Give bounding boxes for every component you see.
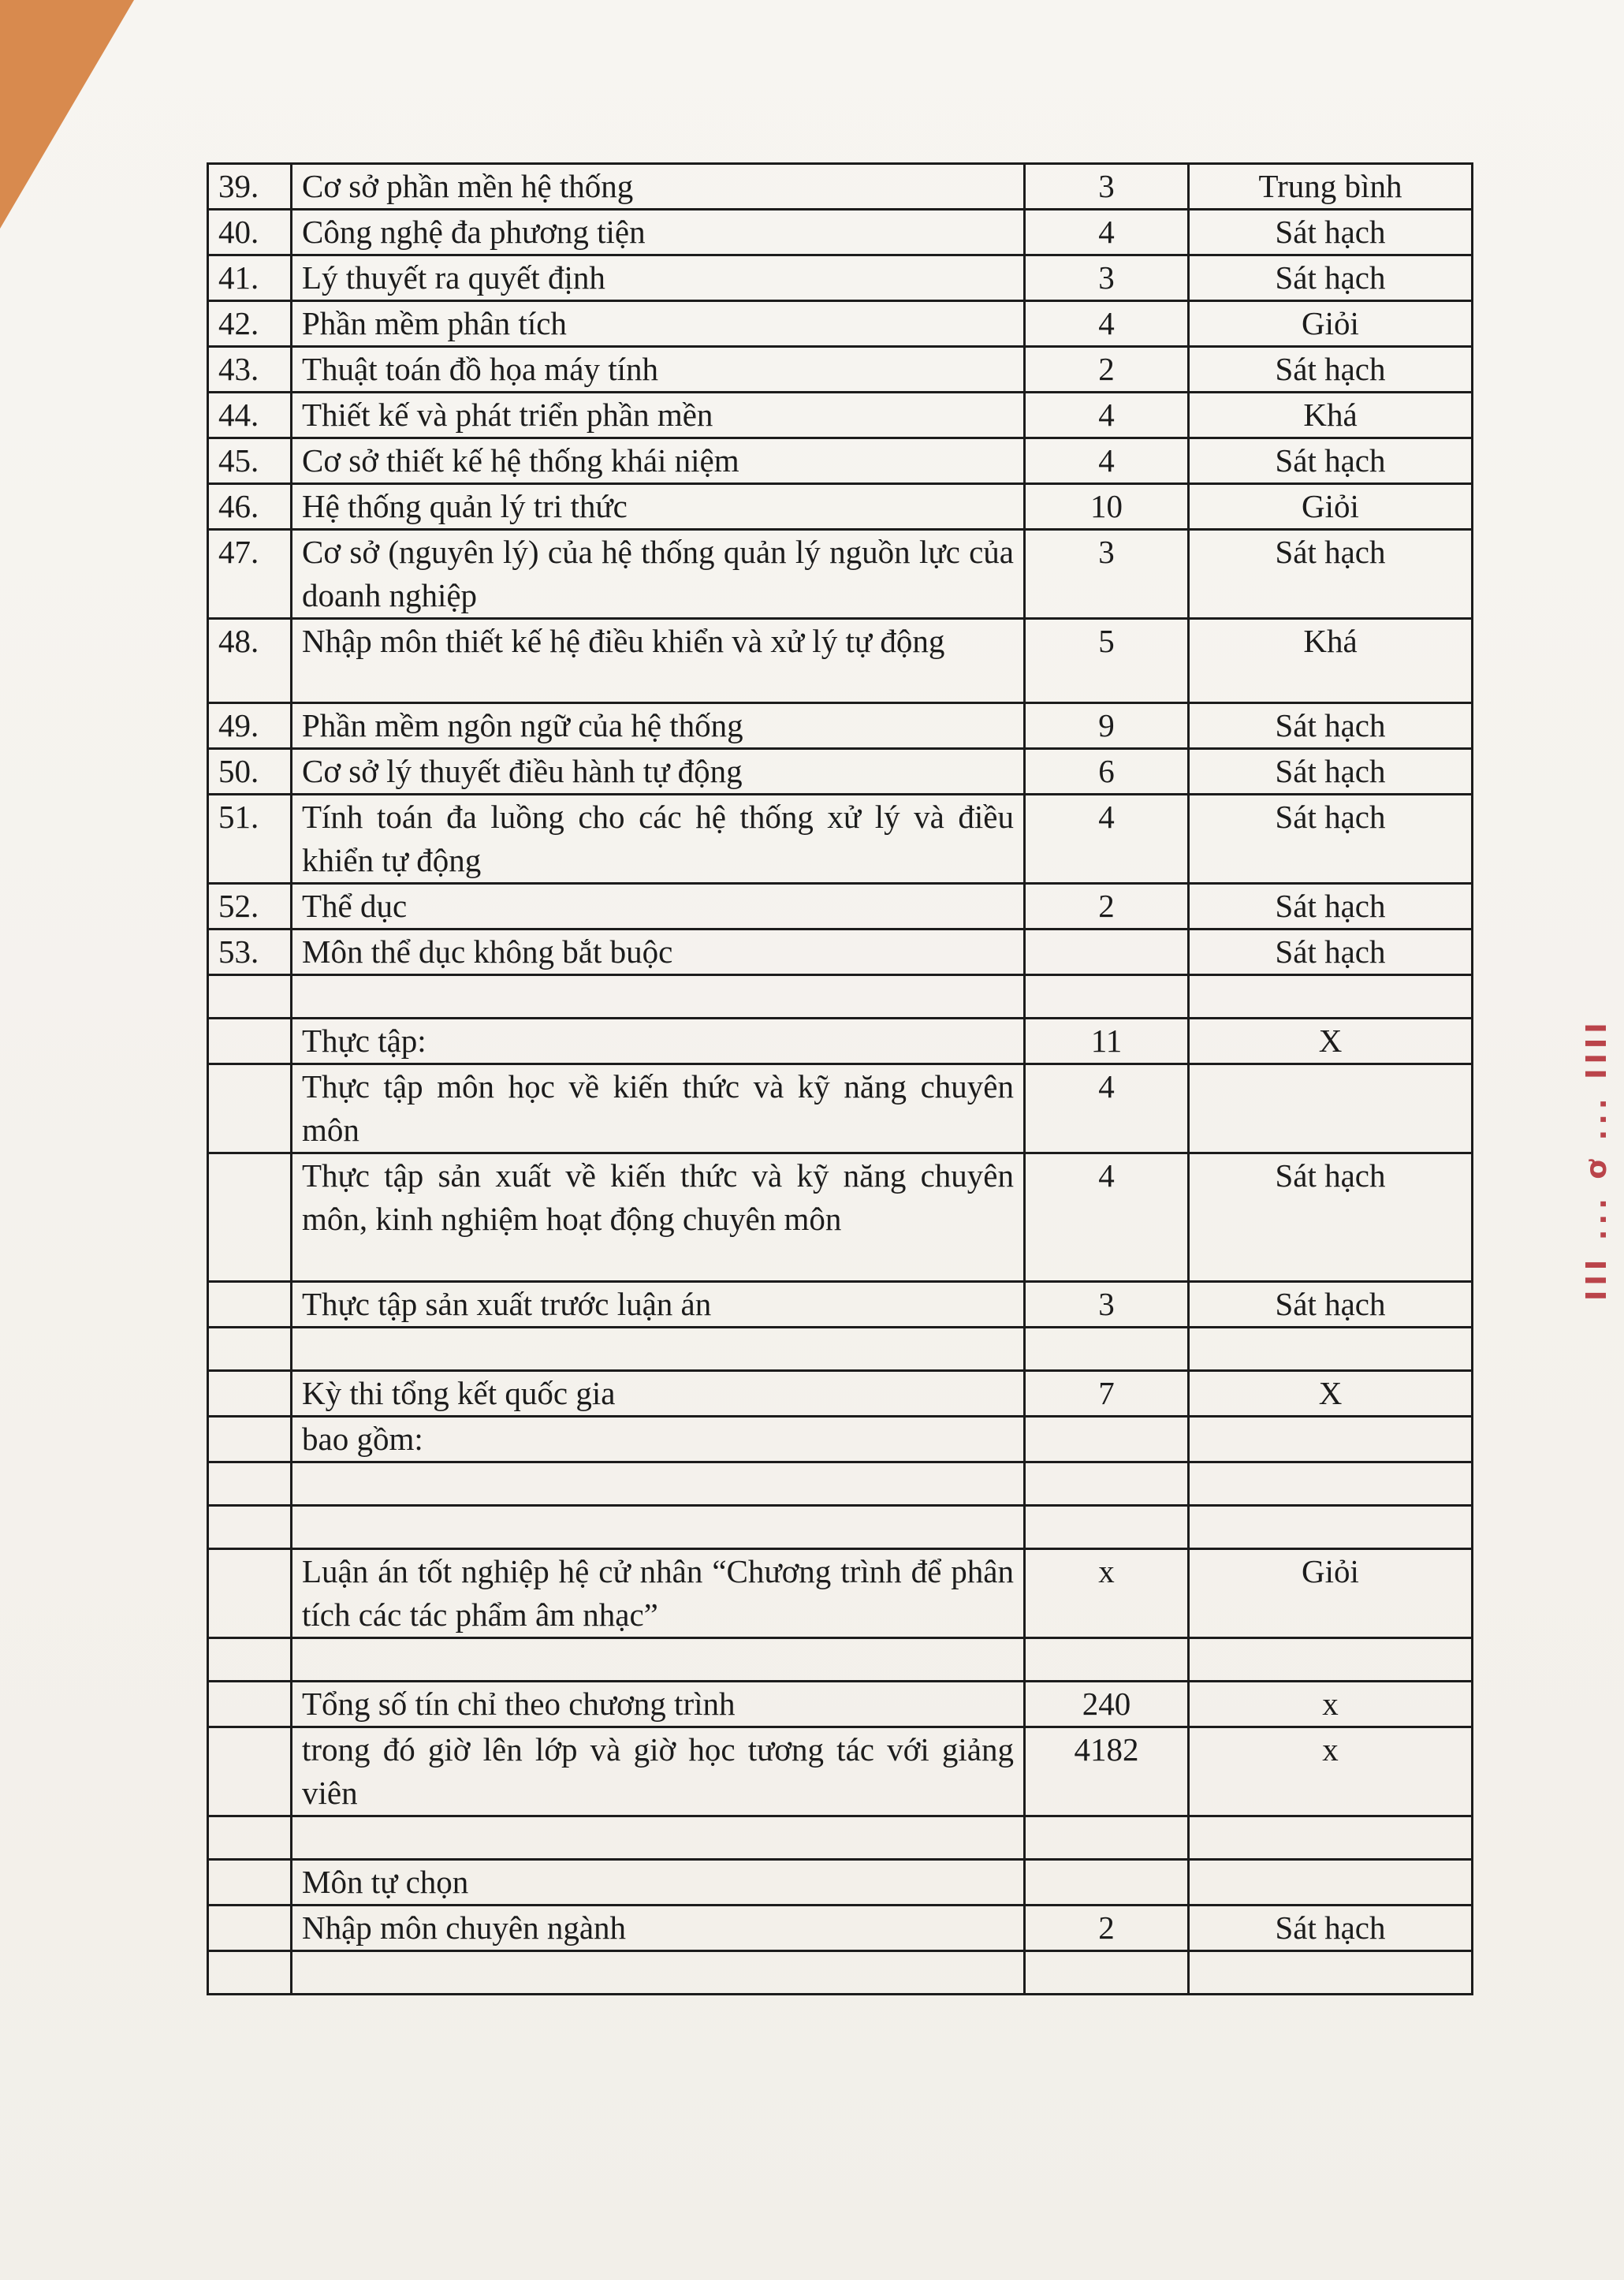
row-number (208, 1282, 292, 1328)
table-row (208, 1371, 1473, 1417)
row-number: 50. (208, 749, 292, 795)
grade: Khá (1189, 393, 1473, 438)
subject-name: Hệ thống quản lý tri thức (292, 484, 1025, 530)
table-row (208, 1019, 1473, 1064)
grades-table (207, 162, 1473, 1995)
grade: Giỏi (1189, 301, 1473, 347)
row-number: 48. (208, 619, 292, 703)
row-number (208, 1462, 292, 1506)
subject-name: Phần mềm phân tích (292, 301, 1025, 347)
row-number (208, 1951, 292, 1995)
grade: Khá (1189, 619, 1473, 703)
credits: 7 (1025, 1371, 1189, 1417)
row-number (208, 1064, 292, 1153)
row-number: 42. (208, 301, 292, 347)
subject-name: Kỳ thi tổng kết quốc gia (292, 1371, 1025, 1417)
subject-name (292, 1638, 1025, 1682)
table-row (208, 164, 1473, 210)
grade: Giỏi (1189, 1549, 1473, 1638)
subject-name: Thực tập sản xuất về kiến thức và kỹ năng chuyên môn, kinh nghiệm hoạt động chuyên môn (292, 1153, 1025, 1282)
credits: 4 (1025, 393, 1189, 438)
row-number: 45. (208, 438, 292, 484)
grade: Sát hạch (1189, 795, 1473, 884)
row-number (208, 1328, 292, 1371)
grade: Sát hạch (1189, 1282, 1473, 1328)
row-number: 44. (208, 393, 292, 438)
table-row (208, 930, 1473, 975)
subject-name: Thực tập: (292, 1019, 1025, 1064)
subject-name: Cơ sở (nguyên lý) của hệ thống quản lý nguồn lực của doanh nghiệp (292, 530, 1025, 619)
table-row (208, 484, 1473, 530)
table-row-empty (208, 1462, 1473, 1506)
credits (1025, 975, 1189, 1019)
grade (1189, 1462, 1473, 1506)
subject-name (292, 1506, 1025, 1549)
table-row-empty (208, 1328, 1473, 1371)
row-number (208, 1906, 292, 1951)
subject-name: Thiết kế và phát triển phần mền (292, 393, 1025, 438)
grade (1189, 1064, 1473, 1153)
credits (1025, 1638, 1189, 1682)
row-number (208, 1153, 292, 1282)
subject-name: Thể dục (292, 884, 1025, 930)
credits: 3 (1025, 164, 1189, 210)
grade: Sát hạch (1189, 438, 1473, 484)
subject-name: Môn thể dục không bắt buộc (292, 930, 1025, 975)
credits (1025, 1951, 1189, 1995)
grade: x (1189, 1727, 1473, 1816)
row-number: 46. (208, 484, 292, 530)
table-row-empty (208, 1951, 1473, 1995)
grade (1189, 1417, 1473, 1462)
grade (1189, 1638, 1473, 1682)
subject-name: Phần mềm ngôn ngữ của hệ thống (292, 703, 1025, 749)
subject-name: Cơ sở thiết kế hệ thống khái niệm (292, 438, 1025, 484)
subject-name: Thực tập môn học về kiến thức và kỹ năng chuyên môn (292, 1064, 1025, 1153)
subject-name (292, 1816, 1025, 1860)
row-number (208, 1816, 292, 1860)
table-row (208, 438, 1473, 484)
table-row (208, 1153, 1473, 1282)
subject-name: Thuật toán đồ họa máy tính (292, 347, 1025, 393)
credits: x (1025, 1549, 1189, 1638)
row-number (208, 1019, 292, 1064)
table-row (208, 619, 1473, 703)
grade: Sát hạch (1189, 749, 1473, 795)
side-stamp: III ... ơ ... IIII (1581, 1018, 1613, 1301)
grade: X (1189, 1371, 1473, 1417)
table-row (208, 703, 1473, 749)
grade: Sát hạch (1189, 930, 1473, 975)
table-row (208, 393, 1473, 438)
table-row-empty (208, 975, 1473, 1019)
table-row (208, 347, 1473, 393)
grade (1189, 1816, 1473, 1860)
credits: 10 (1025, 484, 1189, 530)
grade: Sát hạch (1189, 1906, 1473, 1951)
row-number: 52. (208, 884, 292, 930)
credits: 11 (1025, 1019, 1189, 1064)
subject-name: Lý thuyết ra quyết định (292, 255, 1025, 301)
grade: Sát hạch (1189, 1153, 1473, 1282)
grade: x (1189, 1682, 1473, 1727)
credits: 4182 (1025, 1727, 1189, 1816)
credits: 5 (1025, 619, 1189, 703)
credits: 3 (1025, 255, 1189, 301)
row-number: 41. (208, 255, 292, 301)
grade (1189, 1860, 1473, 1906)
subject-name: Tính toán đa luồng cho các hệ thống xử lý và điều khiển tự động (292, 795, 1025, 884)
grade (1189, 1506, 1473, 1549)
row-number (208, 1727, 292, 1816)
subject-name: Công nghệ đa phương tiện (292, 210, 1025, 255)
table-row (208, 1682, 1473, 1727)
table-row (208, 795, 1473, 884)
table-row (208, 255, 1473, 301)
credits: 9 (1025, 703, 1189, 749)
credits: 4 (1025, 301, 1189, 347)
grade: Sát hạch (1189, 703, 1473, 749)
credits: 240 (1025, 1682, 1189, 1727)
credits: 4 (1025, 210, 1189, 255)
grade: Sát hạch (1189, 347, 1473, 393)
row-number (208, 975, 292, 1019)
row-number: 47. (208, 530, 292, 619)
subject-name: Nhập môn chuyên ngành (292, 1906, 1025, 1951)
row-number (208, 1638, 292, 1682)
credits (1025, 1816, 1189, 1860)
credits (1025, 1506, 1189, 1549)
row-number: 40. (208, 210, 292, 255)
row-number (208, 1549, 292, 1638)
subject-name: Nhập môn thiết kế hệ điều khiển và xử lý tự động (292, 619, 1025, 703)
subject-name: Thực tập sản xuất trước luận án (292, 1282, 1025, 1328)
row-number: 53. (208, 930, 292, 975)
grade: Sát hạch (1189, 255, 1473, 301)
table-row (208, 301, 1473, 347)
subject-name: Tổng số tín chỉ theo chương trình (292, 1682, 1025, 1727)
grade: Sát hạch (1189, 530, 1473, 619)
row-number: 43. (208, 347, 292, 393)
table-row (208, 1064, 1473, 1153)
credits: 2 (1025, 347, 1189, 393)
table-row (208, 1906, 1473, 1951)
row-number (208, 1860, 292, 1906)
grade: Sát hạch (1189, 884, 1473, 930)
subject-name: Cơ sở lý thuyết điều hành tự động (292, 749, 1025, 795)
paper-corner-fold (0, 0, 142, 237)
subject-name: trong đó giờ lên lớp và giờ học tương tác với giảng viên (292, 1727, 1025, 1816)
credits: 4 (1025, 795, 1189, 884)
grade (1189, 1328, 1473, 1371)
grade: Giỏi (1189, 484, 1473, 530)
credits: 6 (1025, 749, 1189, 795)
table-row (208, 749, 1473, 795)
row-number (208, 1417, 292, 1462)
table-row (208, 530, 1473, 619)
grade: X (1189, 1019, 1473, 1064)
credits: 3 (1025, 1282, 1189, 1328)
subject-name: Cơ sở phần mền hệ thống (292, 164, 1025, 210)
subject-name (292, 975, 1025, 1019)
table-row (208, 1727, 1473, 1816)
subject-name (292, 1951, 1025, 1995)
table-row-empty (208, 1816, 1473, 1860)
row-number: 49. (208, 703, 292, 749)
credits: 3 (1025, 530, 1189, 619)
row-number (208, 1371, 292, 1417)
subject-name (292, 1328, 1025, 1371)
table-row (208, 884, 1473, 930)
table-row-empty (208, 1638, 1473, 1682)
row-number: 39. (208, 164, 292, 210)
table-row (208, 1549, 1473, 1638)
credits (1025, 1328, 1189, 1371)
credits: 4 (1025, 1153, 1189, 1282)
subject-name: Môn tự chọn (292, 1860, 1025, 1906)
credits: 2 (1025, 884, 1189, 930)
subject-name (292, 1462, 1025, 1506)
credits (1025, 1860, 1189, 1906)
grade: Trung bình (1189, 164, 1473, 210)
credits: 2 (1025, 1906, 1189, 1951)
row-number (208, 1682, 292, 1727)
table-row (208, 1282, 1473, 1328)
table-row-empty (208, 1506, 1473, 1549)
row-number (208, 1506, 292, 1549)
subject-name: bao gồm: (292, 1417, 1025, 1462)
credits (1025, 1462, 1189, 1506)
grade: Sát hạch (1189, 210, 1473, 255)
table-row (208, 210, 1473, 255)
subject-name: Luận án tốt nghiệp hệ cử nhân “Chương trình để phân tích các tác phẩm âm nhạc” (292, 1549, 1025, 1638)
credits: 4 (1025, 438, 1189, 484)
credits: 4 (1025, 1064, 1189, 1153)
grade (1189, 1951, 1473, 1995)
grade (1189, 975, 1473, 1019)
credits (1025, 1417, 1189, 1462)
table-row (208, 1417, 1473, 1462)
table-row (208, 1860, 1473, 1906)
row-number: 51. (208, 795, 292, 884)
credits (1025, 930, 1189, 975)
